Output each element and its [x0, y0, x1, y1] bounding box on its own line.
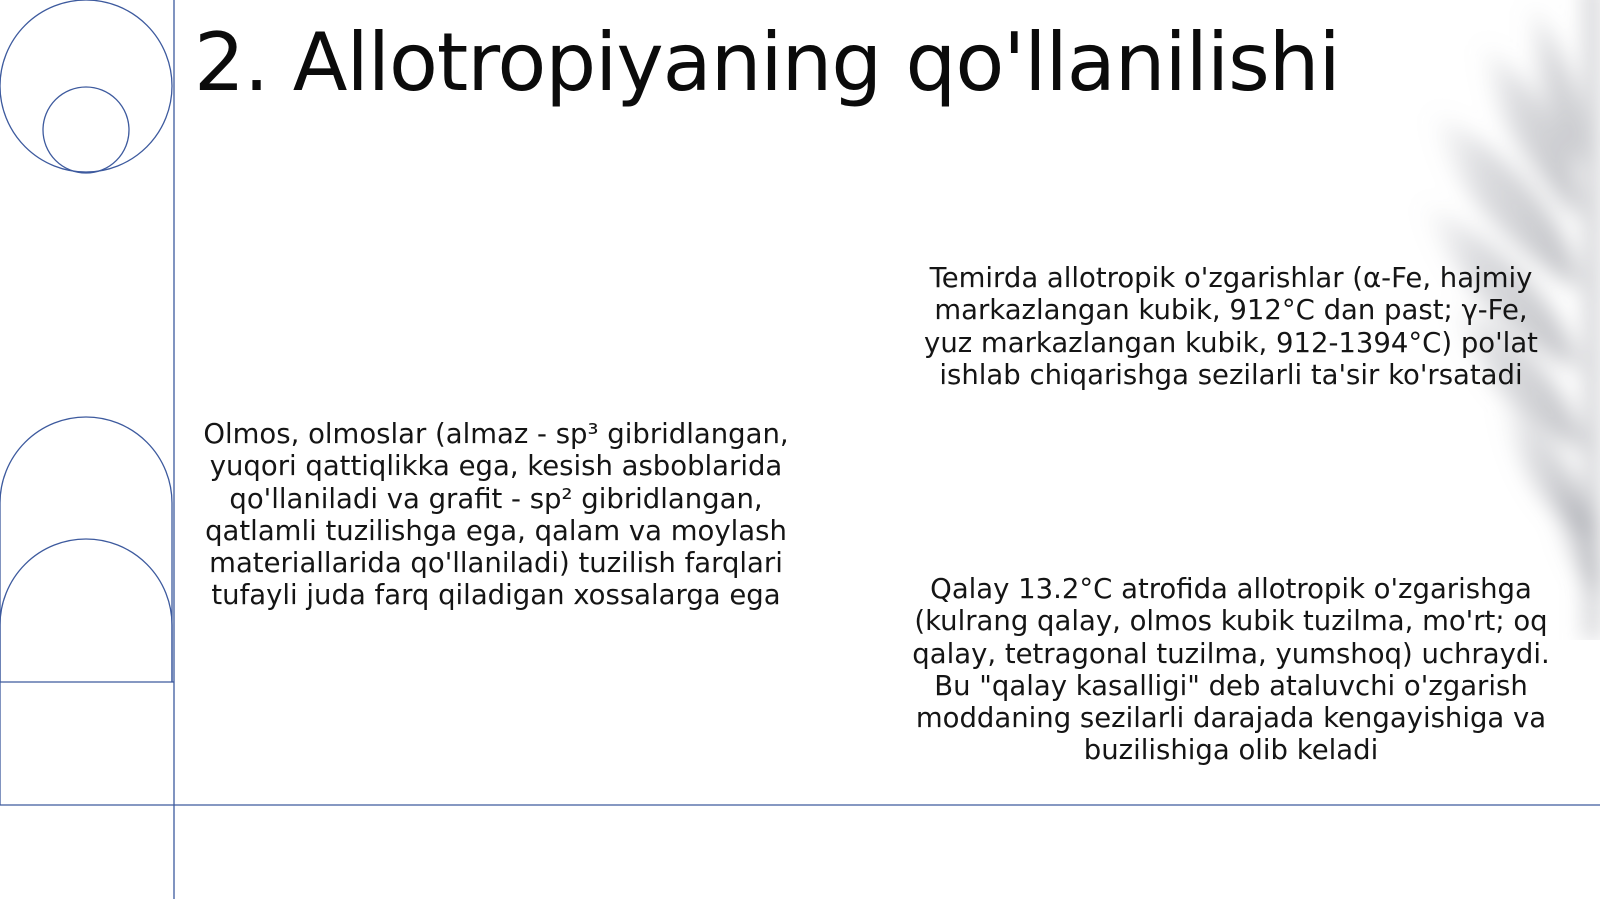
short-arch-outline — [0, 539, 172, 682]
slide-title: 2. Allotropiyaning qo'llanilishi — [194, 16, 1340, 109]
tall-arch-outline — [0, 417, 172, 682]
large-circle-outline — [0, 0, 172, 172]
small-circle-outline — [43, 87, 129, 173]
paragraph-tin-pest: Qalay 13.2°C atrofida allotropik o'zgarishga (kulrang qalay, olmos kubik tuzilma, mo'rt; oq qalay, tetragonal tuzilma, yumshoq) uchraydi. Bu "qalay kasalligi" deb ataluvchi o'zgarish moddaning sezilarli darajada kengayishiga va buzilishiga olib keladi — [912, 573, 1550, 767]
paragraph-diamond-graphite: Olmos, olmoslar (almaz - sp³ gibridlangan, yuqori qattiqlikka ega, kesish asboblarida qo'llaniladi va grafit - sp² gibridlangan, qatlamli tuzilishga ega, qalam va moylash materiallarida qo'llaniladi) tuzilish farqlari tufayli juda farq qiladigan xossalarga ega — [203, 418, 789, 612]
paragraph-iron-allotropy: Temirda allotropik o'zgarishlar (α-Fe, hajmiy markazlangan kubik, 912°C dan past; γ-Fe, yuz markazlangan kubik, 912-1394°C) po'lat ishlab chiqarishga sezilarli ta'sir ko'rsatadi — [924, 262, 1538, 391]
